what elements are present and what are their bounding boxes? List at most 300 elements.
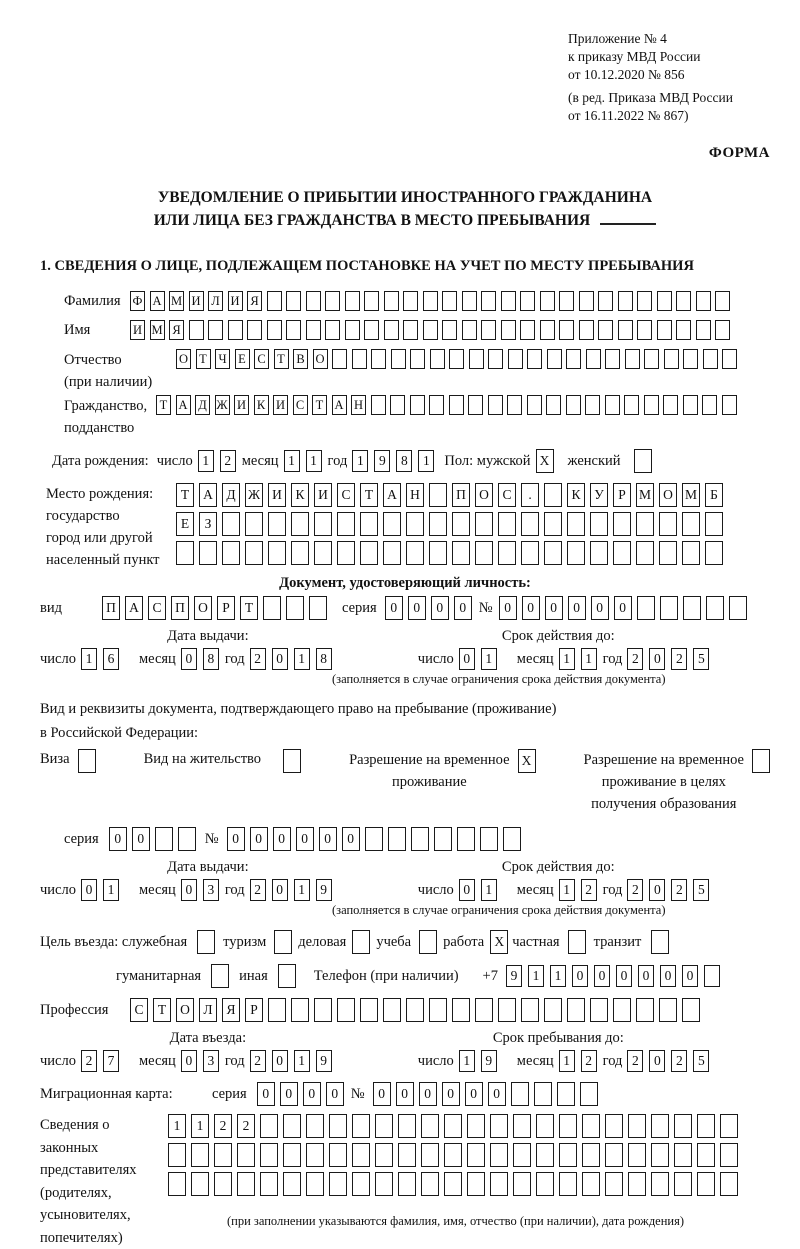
permit-issue-year-cell[interactable]: 0 xyxy=(272,879,288,901)
representatives-cell[interactable] xyxy=(697,1114,715,1138)
given-name-cell[interactable] xyxy=(403,320,418,340)
patronymic-cell[interactable] xyxy=(371,349,386,369)
visa-checkbox[interactable] xyxy=(78,749,96,773)
profession-cell[interactable] xyxy=(337,998,355,1022)
representatives-cell[interactable] xyxy=(329,1143,347,1167)
purpose-other-checkbox[interactable] xyxy=(278,964,296,988)
representatives-cell[interactable] xyxy=(237,1143,255,1167)
birthplace-cell[interactable] xyxy=(521,541,539,565)
citizenship-cell[interactable] xyxy=(429,395,444,415)
permit-series-cell[interactable]: 0 xyxy=(132,827,150,851)
profession-cell[interactable] xyxy=(291,998,309,1022)
birthplace-cell[interactable] xyxy=(590,541,608,565)
given-name-cell[interactable] xyxy=(481,320,496,340)
given-name-cell[interactable] xyxy=(501,320,516,340)
phone-digit-cell[interactable]: 1 xyxy=(550,965,566,987)
permit-valid-day-cell[interactable]: 1 xyxy=(481,879,497,901)
migration-number-cell[interactable]: 0 xyxy=(396,1082,414,1106)
profession-cell[interactable] xyxy=(682,998,700,1022)
surname-cell[interactable] xyxy=(267,291,282,311)
representatives-cell[interactable] xyxy=(398,1114,416,1138)
citizenship-cell[interactable]: Т xyxy=(312,395,327,415)
birthplace-cell[interactable] xyxy=(360,541,378,565)
patronymic-cell[interactable] xyxy=(683,349,698,369)
profession-cell[interactable]: С xyxy=(130,998,148,1022)
phone-digit-cell[interactable]: 0 xyxy=(572,965,588,987)
citizenship-cell[interactable] xyxy=(546,395,561,415)
given-name-cell[interactable] xyxy=(696,320,711,340)
profession-cell[interactable] xyxy=(406,998,424,1022)
permit-number-cell[interactable]: 0 xyxy=(342,827,360,851)
migration-number-cell[interactable] xyxy=(557,1082,575,1106)
surname-cell[interactable]: Ф xyxy=(130,291,145,311)
stay-year-cell[interactable]: 0 xyxy=(649,1050,665,1072)
temp-permit-checkbox[interactable]: X xyxy=(518,749,536,773)
purpose-transit-checkbox[interactable] xyxy=(651,930,669,954)
representatives-cell[interactable] xyxy=(536,1143,554,1167)
birthplace-cell[interactable] xyxy=(475,541,493,565)
birth-year-cell[interactable]: 9 xyxy=(374,450,390,472)
birthplace-cell[interactable] xyxy=(383,512,401,536)
representatives-cell[interactable] xyxy=(283,1172,301,1196)
surname-cell[interactable] xyxy=(325,291,340,311)
representatives-cell[interactable] xyxy=(214,1143,232,1167)
stay-month-cell[interactable]: 1 xyxy=(559,1050,575,1072)
permit-number-cell[interactable] xyxy=(365,827,383,851)
representatives-cell[interactable] xyxy=(306,1172,324,1196)
birthplace-cell[interactable]: О xyxy=(475,483,493,507)
phone-digit-cell[interactable]: 0 xyxy=(616,965,632,987)
permit-number-cell[interactable] xyxy=(388,827,406,851)
stay-year-cell[interactable]: 2 xyxy=(671,1050,687,1072)
doc-issue-day-cell[interactable]: 1 xyxy=(81,648,97,670)
birthplace-cell[interactable]: М xyxy=(682,483,700,507)
stay-day-cell[interactable]: 9 xyxy=(481,1050,497,1072)
birthplace-cell[interactable] xyxy=(475,512,493,536)
birthplace-cell[interactable] xyxy=(498,512,516,536)
given-name-cell[interactable] xyxy=(267,320,282,340)
citizenship-cell[interactable]: Ж xyxy=(215,395,230,415)
given-name-cell[interactable] xyxy=(676,320,691,340)
representatives-cell[interactable] xyxy=(513,1114,531,1138)
permit-number-cell[interactable]: 0 xyxy=(319,827,337,851)
birthplace-cell[interactable]: Ж xyxy=(245,483,263,507)
birthplace-cell[interactable] xyxy=(682,512,700,536)
citizenship-cell[interactable] xyxy=(644,395,659,415)
citizenship-cell[interactable] xyxy=(527,395,542,415)
permit-series-cell[interactable]: 0 xyxy=(109,827,127,851)
surname-cell[interactable] xyxy=(501,291,516,311)
patronymic-cell[interactable] xyxy=(469,349,484,369)
doc-number-cell[interactable] xyxy=(637,596,655,620)
representatives-cell[interactable] xyxy=(375,1143,393,1167)
profession-cell[interactable]: Л xyxy=(199,998,217,1022)
given-name-cell[interactable] xyxy=(715,320,730,340)
given-name-cell[interactable] xyxy=(540,320,555,340)
representatives-cell[interactable] xyxy=(467,1143,485,1167)
given-name-cell[interactable]: М xyxy=(150,320,165,340)
profession-cell[interactable]: Т xyxy=(153,998,171,1022)
representatives-cell[interactable] xyxy=(490,1172,508,1196)
birthplace-cell[interactable]: А xyxy=(383,483,401,507)
profession-cell[interactable] xyxy=(590,998,608,1022)
birthplace-cell[interactable] xyxy=(429,512,447,536)
representatives-cell[interactable] xyxy=(605,1143,623,1167)
surname-cell[interactable] xyxy=(676,291,691,311)
profession-cell[interactable] xyxy=(383,998,401,1022)
representatives-cell[interactable] xyxy=(214,1172,232,1196)
citizenship-cell[interactable] xyxy=(585,395,600,415)
purpose-study-checkbox[interactable] xyxy=(419,930,437,954)
entry-day-cell[interactable]: 2 xyxy=(81,1050,97,1072)
migration-series-cell[interactable]: 0 xyxy=(326,1082,344,1106)
stay-year-cell[interactable]: 5 xyxy=(693,1050,709,1072)
representatives-cell[interactable] xyxy=(651,1172,669,1196)
doc-number-cell[interactable] xyxy=(729,596,747,620)
doc-number-cell[interactable] xyxy=(706,596,724,620)
patronymic-cell[interactable] xyxy=(547,349,562,369)
citizenship-cell[interactable] xyxy=(566,395,581,415)
birthplace-cell[interactable]: О xyxy=(659,483,677,507)
given-name-cell[interactable] xyxy=(598,320,613,340)
given-name-cell[interactable]: И xyxy=(130,320,145,340)
given-name-cell[interactable] xyxy=(228,320,243,340)
birthplace-cell[interactable] xyxy=(636,512,654,536)
representatives-cell[interactable] xyxy=(421,1114,439,1138)
representatives-cell[interactable]: 1 xyxy=(168,1114,186,1138)
birthplace-cell[interactable] xyxy=(337,541,355,565)
citizenship-cell[interactable] xyxy=(410,395,425,415)
given-name-cell[interactable] xyxy=(247,320,262,340)
migration-number-cell[interactable]: 0 xyxy=(488,1082,506,1106)
birthplace-cell[interactable] xyxy=(268,512,286,536)
birthplace-cell[interactable]: У xyxy=(590,483,608,507)
representatives-cell[interactable] xyxy=(352,1114,370,1138)
given-name-cell[interactable] xyxy=(189,320,204,340)
patronymic-cell[interactable] xyxy=(391,349,406,369)
entry-year-cell[interactable]: 2 xyxy=(250,1050,266,1072)
given-name-cell[interactable] xyxy=(306,320,321,340)
migration-number-cell[interactable]: 0 xyxy=(465,1082,483,1106)
doc-type-cell[interactable] xyxy=(286,596,304,620)
doc-type-cell[interactable]: Т xyxy=(240,596,258,620)
citizenship-cell[interactable] xyxy=(371,395,386,415)
representatives-cell[interactable] xyxy=(651,1114,669,1138)
representatives-cell[interactable] xyxy=(605,1172,623,1196)
representatives-cell[interactable] xyxy=(375,1114,393,1138)
birthplace-cell[interactable] xyxy=(544,541,562,565)
representatives-cell[interactable] xyxy=(375,1172,393,1196)
patronymic-cell[interactable] xyxy=(410,349,425,369)
representatives-cell[interactable] xyxy=(513,1143,531,1167)
doc-series-cell[interactable]: 0 xyxy=(408,596,426,620)
birthplace-cell[interactable] xyxy=(452,512,470,536)
representatives-cell[interactable] xyxy=(260,1172,278,1196)
citizenship-cell[interactable] xyxy=(624,395,639,415)
citizenship-cell[interactable]: С xyxy=(293,395,308,415)
representatives-cell[interactable] xyxy=(559,1172,577,1196)
birthplace-cell[interactable]: К xyxy=(291,483,309,507)
patronymic-cell[interactable]: О xyxy=(176,349,191,369)
profession-cell[interactable] xyxy=(613,998,631,1022)
permit-number-cell[interactable] xyxy=(434,827,452,851)
birthplace-cell[interactable] xyxy=(314,541,332,565)
patronymic-cell[interactable]: Т xyxy=(196,349,211,369)
representatives-cell[interactable] xyxy=(536,1172,554,1196)
birthplace-cell[interactable] xyxy=(291,541,309,565)
representatives-cell[interactable] xyxy=(283,1114,301,1138)
birthplace-cell[interactable] xyxy=(498,541,516,565)
representatives-cell[interactable] xyxy=(398,1143,416,1167)
birthplace-cell[interactable]: Т xyxy=(176,483,194,507)
birthplace-cell[interactable]: З xyxy=(199,512,217,536)
birthplace-cell[interactable] xyxy=(406,512,424,536)
permit-number-cell[interactable]: 0 xyxy=(273,827,291,851)
representatives-cell[interactable] xyxy=(582,1114,600,1138)
birthplace-cell[interactable] xyxy=(567,512,585,536)
patronymic-cell[interactable] xyxy=(664,349,679,369)
representatives-cell[interactable] xyxy=(720,1114,738,1138)
profession-cell[interactable] xyxy=(429,998,447,1022)
surname-cell[interactable] xyxy=(423,291,438,311)
birthplace-cell[interactable]: . xyxy=(521,483,539,507)
doc-valid-year-cell[interactable]: 2 xyxy=(671,648,687,670)
citizenship-cell[interactable] xyxy=(390,395,405,415)
doc-number-cell[interactable]: 0 xyxy=(545,596,563,620)
migration-number-cell[interactable] xyxy=(534,1082,552,1106)
birthplace-cell[interactable] xyxy=(245,541,263,565)
patronymic-cell[interactable] xyxy=(508,349,523,369)
birthplace-cell[interactable]: Д xyxy=(222,483,240,507)
edu-permit-checkbox[interactable] xyxy=(752,749,770,773)
birthplace-cell[interactable] xyxy=(521,512,539,536)
patronymic-cell[interactable] xyxy=(586,349,601,369)
surname-cell[interactable]: И xyxy=(189,291,204,311)
doc-type-cell[interactable]: Р xyxy=(217,596,235,620)
migration-series-cell[interactable]: 0 xyxy=(280,1082,298,1106)
representatives-cell[interactable] xyxy=(191,1172,209,1196)
birthplace-cell[interactable]: Р xyxy=(613,483,631,507)
patronymic-cell[interactable] xyxy=(488,349,503,369)
stay-year-cell[interactable]: 2 xyxy=(627,1050,643,1072)
entry-year-cell[interactable]: 0 xyxy=(272,1050,288,1072)
doc-valid-month-cell[interactable]: 1 xyxy=(559,648,575,670)
representatives-cell[interactable] xyxy=(490,1143,508,1167)
citizenship-cell[interactable]: А xyxy=(332,395,347,415)
doc-type-cell[interactable] xyxy=(263,596,281,620)
birth-month-cell[interactable]: 1 xyxy=(306,450,322,472)
representatives-cell[interactable] xyxy=(444,1143,462,1167)
surname-cell[interactable]: И xyxy=(228,291,243,311)
representatives-cell[interactable] xyxy=(720,1143,738,1167)
birthplace-cell[interactable] xyxy=(360,512,378,536)
birthplace-cell[interactable] xyxy=(452,541,470,565)
representatives-cell[interactable] xyxy=(260,1143,278,1167)
surname-cell[interactable]: А xyxy=(150,291,165,311)
given-name-cell[interactable] xyxy=(384,320,399,340)
citizenship-cell[interactable]: Н xyxy=(351,395,366,415)
doc-series-cell[interactable]: 0 xyxy=(385,596,403,620)
birth-year-cell[interactable]: 1 xyxy=(418,450,434,472)
birthplace-cell[interactable] xyxy=(176,541,194,565)
profession-cell[interactable]: Я xyxy=(222,998,240,1022)
patronymic-cell[interactable] xyxy=(352,349,367,369)
given-name-cell[interactable] xyxy=(325,320,340,340)
given-name-cell[interactable] xyxy=(657,320,672,340)
doc-number-cell[interactable]: 0 xyxy=(499,596,517,620)
birth-month-cell[interactable]: 1 xyxy=(284,450,300,472)
doc-type-cell[interactable] xyxy=(309,596,327,620)
residence-permit-checkbox[interactable] xyxy=(283,749,301,773)
profession-cell[interactable] xyxy=(567,998,585,1022)
birthplace-cell[interactable] xyxy=(429,483,447,507)
profession-cell[interactable] xyxy=(475,998,493,1022)
birthplace-cell[interactable]: Н xyxy=(406,483,424,507)
given-name-cell[interactable] xyxy=(637,320,652,340)
birth-year-cell[interactable]: 8 xyxy=(396,450,412,472)
doc-number-cell[interactable]: 0 xyxy=(591,596,609,620)
permit-series-cell[interactable] xyxy=(178,827,196,851)
birthplace-cell[interactable] xyxy=(245,512,263,536)
entry-day-cell[interactable]: 7 xyxy=(103,1050,119,1072)
representatives-cell[interactable] xyxy=(191,1143,209,1167)
given-name-cell[interactable] xyxy=(559,320,574,340)
profession-cell[interactable] xyxy=(636,998,654,1022)
representatives-cell[interactable] xyxy=(628,1114,646,1138)
surname-cell[interactable] xyxy=(306,291,321,311)
given-name-cell[interactable] xyxy=(442,320,457,340)
permit-series-cell[interactable] xyxy=(155,827,173,851)
representatives-cell[interactable] xyxy=(628,1172,646,1196)
citizenship-cell[interactable] xyxy=(488,395,503,415)
permit-valid-month-cell[interactable]: 1 xyxy=(559,879,575,901)
surname-cell[interactable] xyxy=(481,291,496,311)
permit-valid-day-cell[interactable]: 0 xyxy=(459,879,475,901)
profession-cell[interactable] xyxy=(544,998,562,1022)
permit-issue-day-cell[interactable]: 0 xyxy=(81,879,97,901)
representatives-cell[interactable] xyxy=(467,1114,485,1138)
surname-cell[interactable]: Л xyxy=(208,291,223,311)
representatives-cell[interactable] xyxy=(283,1143,301,1167)
surname-cell[interactable]: Я xyxy=(247,291,262,311)
birthplace-cell[interactable] xyxy=(314,512,332,536)
surname-cell[interactable] xyxy=(559,291,574,311)
birthplace-cell[interactable] xyxy=(705,541,723,565)
representatives-cell[interactable] xyxy=(352,1172,370,1196)
doc-type-cell[interactable]: П xyxy=(102,596,120,620)
patronymic-cell[interactable]: О xyxy=(313,349,328,369)
migration-number-cell[interactable] xyxy=(580,1082,598,1106)
permit-issue-year-cell[interactable]: 1 xyxy=(294,879,310,901)
permit-valid-year-cell[interactable]: 2 xyxy=(671,879,687,901)
birthplace-cell[interactable] xyxy=(199,541,217,565)
birthplace-cell[interactable] xyxy=(383,541,401,565)
representatives-cell[interactable] xyxy=(237,1172,255,1196)
doc-valid-day-cell[interactable]: 0 xyxy=(459,648,475,670)
representatives-cell[interactable] xyxy=(582,1172,600,1196)
migration-series-cell[interactable]: 0 xyxy=(257,1082,275,1106)
doc-valid-day-cell[interactable]: 1 xyxy=(481,648,497,670)
given-name-cell[interactable] xyxy=(423,320,438,340)
doc-type-cell[interactable]: П xyxy=(171,596,189,620)
doc-issue-month-cell[interactable]: 0 xyxy=(181,648,197,670)
phone-digit-cell[interactable]: 9 xyxy=(506,965,522,987)
birthplace-cell[interactable] xyxy=(429,541,447,565)
citizenship-cell[interactable] xyxy=(507,395,522,415)
doc-number-cell[interactable] xyxy=(660,596,678,620)
given-name-cell[interactable] xyxy=(345,320,360,340)
patronymic-cell[interactable]: Е xyxy=(235,349,250,369)
phone-digit-cell[interactable]: 1 xyxy=(528,965,544,987)
permit-number-cell[interactable] xyxy=(457,827,475,851)
patronymic-cell[interactable] xyxy=(566,349,581,369)
surname-cell[interactable] xyxy=(598,291,613,311)
profession-cell[interactable] xyxy=(659,998,677,1022)
sex-male-checkbox[interactable]: X xyxy=(536,449,554,473)
surname-cell[interactable] xyxy=(618,291,633,311)
citizenship-cell[interactable] xyxy=(663,395,678,415)
permit-number-cell[interactable] xyxy=(480,827,498,851)
doc-valid-year-cell[interactable]: 0 xyxy=(649,648,665,670)
given-name-cell[interactable] xyxy=(462,320,477,340)
birthplace-cell[interactable]: Б xyxy=(705,483,723,507)
surname-cell[interactable] xyxy=(696,291,711,311)
doc-type-cell[interactable]: С xyxy=(148,596,166,620)
birthplace-cell[interactable] xyxy=(613,541,631,565)
given-name-cell[interactable]: Я xyxy=(169,320,184,340)
surname-cell[interactable] xyxy=(403,291,418,311)
profession-cell[interactable]: О xyxy=(176,998,194,1022)
migration-number-cell[interactable]: 0 xyxy=(373,1082,391,1106)
doc-issue-year-cell[interactable]: 1 xyxy=(294,648,310,670)
doc-series-cell[interactable]: 0 xyxy=(431,596,449,620)
given-name-cell[interactable] xyxy=(579,320,594,340)
birthplace-cell[interactable] xyxy=(682,541,700,565)
representatives-cell[interactable] xyxy=(559,1114,577,1138)
permit-issue-day-cell[interactable]: 1 xyxy=(103,879,119,901)
permit-issue-year-cell[interactable]: 2 xyxy=(250,879,266,901)
citizenship-cell[interactable] xyxy=(683,395,698,415)
doc-number-cell[interactable] xyxy=(683,596,701,620)
doc-issue-year-cell[interactable]: 8 xyxy=(316,648,332,670)
patronymic-cell[interactable] xyxy=(703,349,718,369)
patronymic-cell[interactable] xyxy=(449,349,464,369)
citizenship-cell[interactable]: А xyxy=(176,395,191,415)
surname-cell[interactable] xyxy=(637,291,652,311)
birthplace-cell[interactable] xyxy=(659,541,677,565)
given-name-cell[interactable] xyxy=(520,320,535,340)
birthplace-cell[interactable] xyxy=(222,541,240,565)
given-name-cell[interactable] xyxy=(618,320,633,340)
representatives-cell[interactable] xyxy=(513,1172,531,1196)
doc-valid-month-cell[interactable]: 1 xyxy=(581,648,597,670)
phone-digit-cell[interactable]: 0 xyxy=(682,965,698,987)
phone-digit-cell[interactable]: 0 xyxy=(660,965,676,987)
representatives-cell[interactable]: 2 xyxy=(237,1114,255,1138)
representatives-cell[interactable] xyxy=(329,1114,347,1138)
birthplace-cell[interactable]: А xyxy=(199,483,217,507)
citizenship-cell[interactable] xyxy=(468,395,483,415)
profession-cell[interactable] xyxy=(521,998,539,1022)
doc-issue-day-cell[interactable]: 6 xyxy=(103,648,119,670)
patronymic-cell[interactable]: С xyxy=(254,349,269,369)
surname-cell[interactable] xyxy=(345,291,360,311)
birthplace-cell[interactable] xyxy=(705,512,723,536)
citizenship-cell[interactable] xyxy=(449,395,464,415)
birthplace-cell[interactable] xyxy=(636,541,654,565)
birth-year-cell[interactable]: 1 xyxy=(352,450,368,472)
birth-day-cell[interactable]: 2 xyxy=(220,450,236,472)
